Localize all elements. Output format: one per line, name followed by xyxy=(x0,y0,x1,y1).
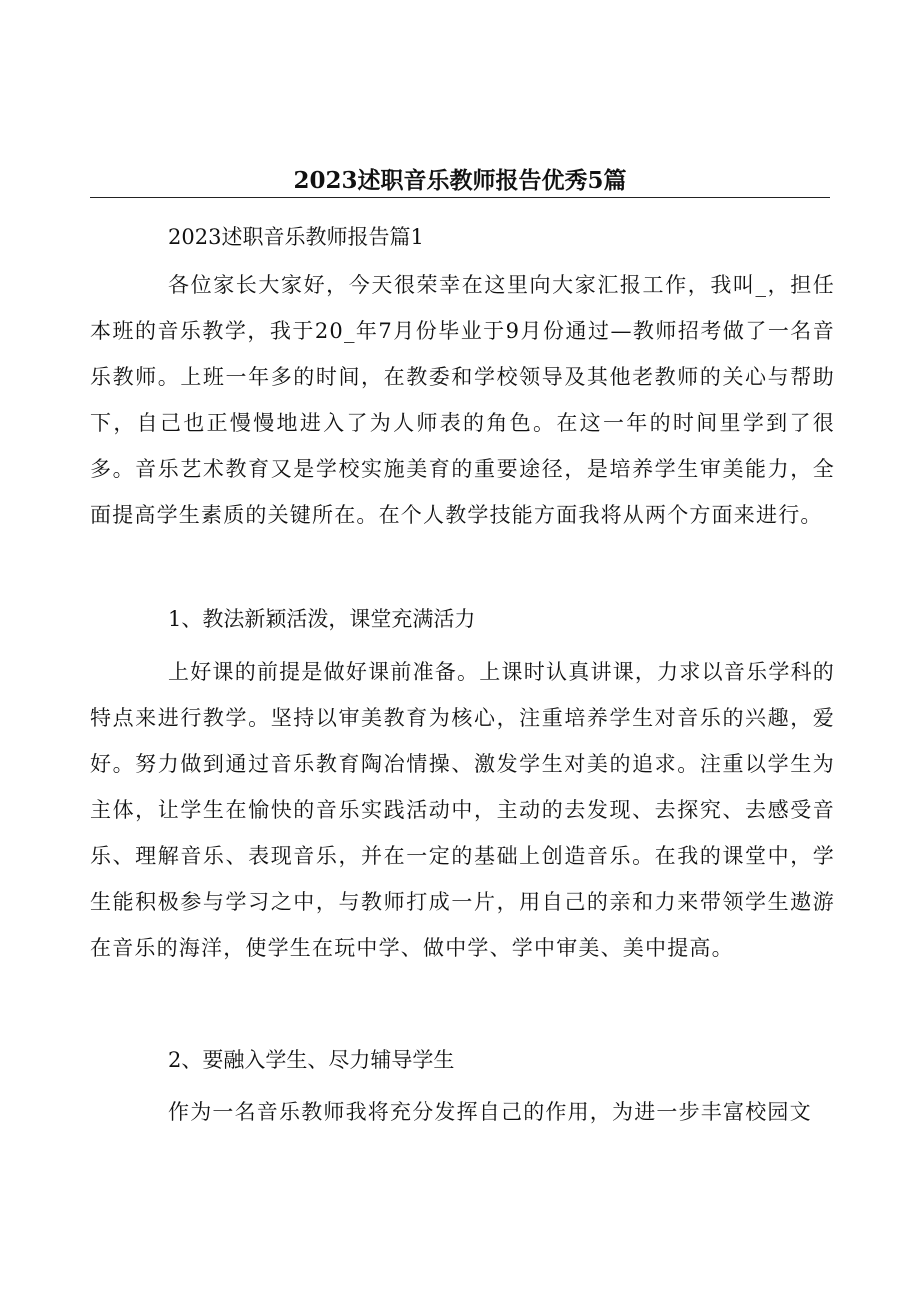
paragraph-section-2: 作为一名音乐教师我将充分发挥自己的作用，为进一步丰富校园文 xyxy=(168,1100,812,1124)
paragraph-section-1: 上好课的前提是做好课前准备。上课时认真讲课，力求以音乐学科的特点来进行教学。坚持以审美教育为核心，注重培养学生对音乐的兴趣，爱好。努力做到通过音乐教育陶冶情操、激发学生对美的追求。注重以学生为主体，让学生在愉快的音乐实践活动中，主动的去发现、去探究、去感受音乐、理解音乐、表现音乐，并在一定的基础上创造音乐。在我的课堂中，学生能积极参与学习之中，与教师打成一片，用自己的亲和力来带领学生遨游在音乐的海洋，使学生在玩中学、做中学、学中审美、美中提高。 xyxy=(90,660,835,960)
document-title: 2023述职音乐教师报告优秀5篇 xyxy=(293,167,627,194)
section-heading-1: 1、教法新颖活泼，课堂充满活力 xyxy=(168,607,476,631)
title-underline xyxy=(90,197,830,198)
paragraph-intro: 各位家长大家好，今天很荣幸在这里向大家汇报工作，我叫_，担任本班的音乐教学，我于20_年7月份毕业于9月份通过—教师招考做了一名音乐教师。上班一年多的时间，在教委和学校领导及其他老教师的关心与帮助下，自己也正慢慢地进入了为人师表的角色。在这一年的时间里学到了很多。音乐艺术教育又是学校实施美育的重要途径，是培养学生审美能力，全面提高学生素质的关键所在。在个人教学技能方面我将从两个方面来进行。 xyxy=(90,273,835,527)
section-heading-2: 2、要融入学生、尽力辅导学生 xyxy=(168,1048,455,1072)
article-subheading: 2023述职音乐教师报告篇1 xyxy=(168,225,424,249)
